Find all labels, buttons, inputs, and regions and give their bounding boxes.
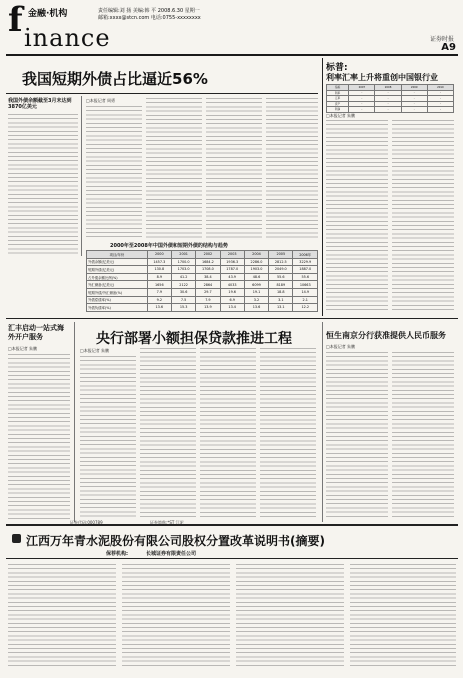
company-logo-icon <box>12 534 21 543</box>
table-header: 2005 <box>269 251 293 259</box>
right-mid-body-2 <box>392 352 454 520</box>
right-headline: 利率汇率上升将重创中国银行业 <box>326 73 438 82</box>
table-cell: 1787.0 <box>220 266 244 274</box>
mini-table <box>326 84 454 113</box>
mini-table-cell: - <box>401 96 427 102</box>
table-header: 2000 <box>147 251 171 259</box>
left-small-headline: 我国外债余额截至3月末达到3870亿美元 <box>8 98 72 110</box>
left-mid-headline: 汇丰启动一站式海外开户服务 <box>8 324 64 341</box>
table-cell: 1703.0 <box>171 266 195 274</box>
table-row <box>87 296 318 304</box>
masthead-letter: f <box>8 0 23 40</box>
mid-headline: 央行部署小额担保贷款推进工程 <box>96 331 292 347</box>
mini-table-cell: - <box>401 107 427 113</box>
table-cell: 外汇储备(亿美元) <box>87 281 148 289</box>
mini-table-cell: - <box>375 101 401 107</box>
table-cell: 2122 <box>171 281 195 289</box>
sponsor-name: 长城证券有限责任公司 <box>146 551 197 557</box>
right-top-byline: □本报记者 朱鹏 <box>326 113 356 118</box>
table-cell: 29.7 <box>196 288 220 296</box>
table-cell: 7.9 <box>196 296 220 304</box>
table-row <box>87 258 318 266</box>
right-mid-headline: 恒生南京分行获准提供人民币服务 <box>326 331 446 340</box>
table-cell: 2286.0 <box>244 258 268 266</box>
mini-table-cell: - <box>401 101 427 107</box>
debt-table <box>86 250 318 312</box>
left-body-text <box>8 114 78 254</box>
mini-table-cell: - <box>375 90 401 96</box>
table-cell: 6099 <box>244 281 268 289</box>
notice-inner-rule <box>6 558 458 559</box>
table-header: 2006年 <box>293 251 318 259</box>
table-cell: 7.9 <box>147 288 171 296</box>
table-title: 2000年至2008年中国外债和短期外债的结构与趋势 <box>110 243 228 249</box>
table-cell: 30.6 <box>171 288 195 296</box>
table-header: 2004 <box>244 251 268 259</box>
table-header-row <box>87 251 318 259</box>
table-cell: 13.6 <box>244 304 268 312</box>
table-header: 2001 <box>171 251 195 259</box>
mini-table-cell: - <box>427 96 453 102</box>
column-rule-3 <box>322 322 323 522</box>
table-cell: 外债余额(亿美元) <box>87 258 148 266</box>
table-cell: 占外债余额比例(%) <box>87 273 148 281</box>
table-header: 2002 <box>196 251 220 259</box>
mini-header: 2010 <box>427 85 453 91</box>
table-cell: 3.2 <box>244 296 268 304</box>
mini-table-cell: - <box>427 101 453 107</box>
main-body-col-4 <box>266 98 318 238</box>
table-cell: 2049.0 <box>269 266 293 274</box>
table-header: 2003 <box>220 251 244 259</box>
right-body-col-2 <box>392 120 454 310</box>
table-cell: 13.1 <box>269 304 293 312</box>
table-cell: 14.9 <box>293 288 318 296</box>
page-number: A9 <box>441 42 456 53</box>
mini-table-cell: 利率 <box>327 90 349 96</box>
mini-header: 2008 <box>375 85 401 91</box>
table-row <box>87 281 318 289</box>
mid-body-col-1 <box>80 356 136 520</box>
table-cell: 13.9 <box>196 304 220 312</box>
column-rule-2 <box>74 322 75 522</box>
table-cell: 3.1 <box>269 296 293 304</box>
mid-byline: □本报记者 朱鹏 <box>80 348 110 353</box>
table-cell: 43.9 <box>220 273 244 281</box>
table-cell: 19.1 <box>244 288 268 296</box>
table-cell: 41.2 <box>171 273 195 281</box>
mini-header: 2007 <box>349 85 375 91</box>
right-mid-body-1 <box>326 352 388 520</box>
announcement-title: 江西万年青水泥股份有限公司股权分置改革说明书(摘要) <box>26 534 325 548</box>
mini-table-cell: - <box>349 101 375 107</box>
right-column-rule <box>322 58 323 316</box>
mid-body-col-4 <box>260 348 316 520</box>
table-cell: 8.9 <box>147 273 171 281</box>
table-cell: 短期外债/外汇储备(%) <box>87 288 148 296</box>
mini-table-cell: - <box>427 90 453 96</box>
table-cell: 1700.0 <box>171 258 195 266</box>
notice-col-1 <box>8 564 116 668</box>
paper-name: 证券时报 <box>429 36 454 43</box>
mini-table-cell: - <box>349 90 375 96</box>
table-cell: 8189 <box>269 281 293 289</box>
table-cell: 2864 <box>196 281 220 289</box>
notice-col-2 <box>122 564 230 668</box>
mini-table-cell: - <box>427 107 453 113</box>
main-body-col-1 <box>86 106 142 238</box>
left-mid-body <box>8 354 70 520</box>
sponsor-label: 保荐机构: <box>106 551 128 557</box>
table-cell: 2812.5 <box>269 258 293 266</box>
mini-table-cell: 利润 <box>327 107 349 113</box>
table-cell: 1936.3 <box>220 258 244 266</box>
table-cell: 9.2 <box>147 296 171 304</box>
mid-body-col-2 <box>140 348 196 520</box>
mini-table-cell: - <box>349 107 375 113</box>
mid-body-col-3 <box>200 348 256 520</box>
stock-code: 证券代码:000789 <box>70 520 103 525</box>
announcement <box>6 528 458 674</box>
table-cell: 13.4 <box>220 304 244 312</box>
table-cell: 19.6 <box>220 288 244 296</box>
left-mid-byline: □本报记者 朱鹏 <box>8 346 38 351</box>
table-cell: 4033 <box>220 281 244 289</box>
mini-table-cell: 汇率 <box>327 96 349 102</box>
section-rule <box>6 318 458 319</box>
mini-table-cell: - <box>349 96 375 102</box>
mini-header: 指标 <box>327 85 349 91</box>
table-row <box>87 266 318 274</box>
mini-table-cell: - <box>375 96 401 102</box>
table-cell: 外债偿债率(%) <box>87 296 148 304</box>
table-cell: 18.8 <box>269 288 293 296</box>
table-cell: 7.5 <box>171 296 195 304</box>
main-body-col-2 <box>146 98 202 238</box>
table-cell: 6.9 <box>220 296 244 304</box>
main-headline: 我国短期外债占比逼近56% <box>22 70 208 88</box>
section-name: 金融·机构 <box>28 9 68 19</box>
table-row <box>87 304 318 312</box>
table-cell: 13.6 <box>147 304 171 312</box>
column-rule-1 <box>81 96 82 256</box>
mini-table-cell: - <box>375 107 401 113</box>
mini-table-cell: - <box>401 90 427 96</box>
table-cell: 48.6 <box>244 273 268 281</box>
right-body-col-1 <box>326 120 388 310</box>
table-cell: 130.8 <box>147 266 171 274</box>
table-cell: 外债负债率(%) <box>87 304 148 312</box>
table-cell: 15.3 <box>171 304 195 312</box>
table-cell: 1457.3 <box>147 258 171 266</box>
table-cell: 12.2 <box>293 304 318 312</box>
table-cell: 55.6 <box>269 273 293 281</box>
table-cell: 1684.2 <box>196 258 220 266</box>
right-kicker: 标普: <box>326 63 348 73</box>
headline-rule <box>6 93 318 94</box>
table-header: 项目/年份 <box>87 251 148 259</box>
table-cell: 55.6 <box>293 273 318 281</box>
mini-table-row <box>327 107 454 113</box>
table-cell: 10663 <box>293 281 318 289</box>
table-row <box>87 273 318 281</box>
table-cell: 2.1 <box>293 296 318 304</box>
table-cell: 38.4 <box>196 273 220 281</box>
contact-line: 邮箱:xxxx@stcn.com 电话:0755-xxxxxxxx <box>98 15 201 21</box>
table-cell: 3229.9 <box>293 258 318 266</box>
notice-col-3 <box>236 564 344 668</box>
table-cell: 1903.0 <box>244 266 268 274</box>
table-cell: 1708.0 <box>196 266 220 274</box>
mini-header: 2009 <box>401 85 427 91</box>
table-cell: 1887.0 <box>293 266 318 274</box>
right-mid-byline: □本报记者 朱鹏 <box>326 344 356 349</box>
table-row <box>87 288 318 296</box>
masthead <box>6 0 458 56</box>
main-byline: □本报记者 周勇 <box>86 98 116 103</box>
table-cell: 短期外债(亿美元) <box>87 266 148 274</box>
editor-line: 责任编辑:刘 扬 美编:韩 平 2008.6.30 星期一 <box>98 8 200 14</box>
mini-table-cell: 资产 <box>327 101 349 107</box>
stock-name: 证券简称:*ST 江泥 <box>150 520 184 525</box>
table-cell: 1656 <box>147 281 171 289</box>
masthead-word: inance <box>24 24 111 52</box>
main-body-col-3 <box>206 98 262 238</box>
notice-col-4 <box>350 564 456 668</box>
